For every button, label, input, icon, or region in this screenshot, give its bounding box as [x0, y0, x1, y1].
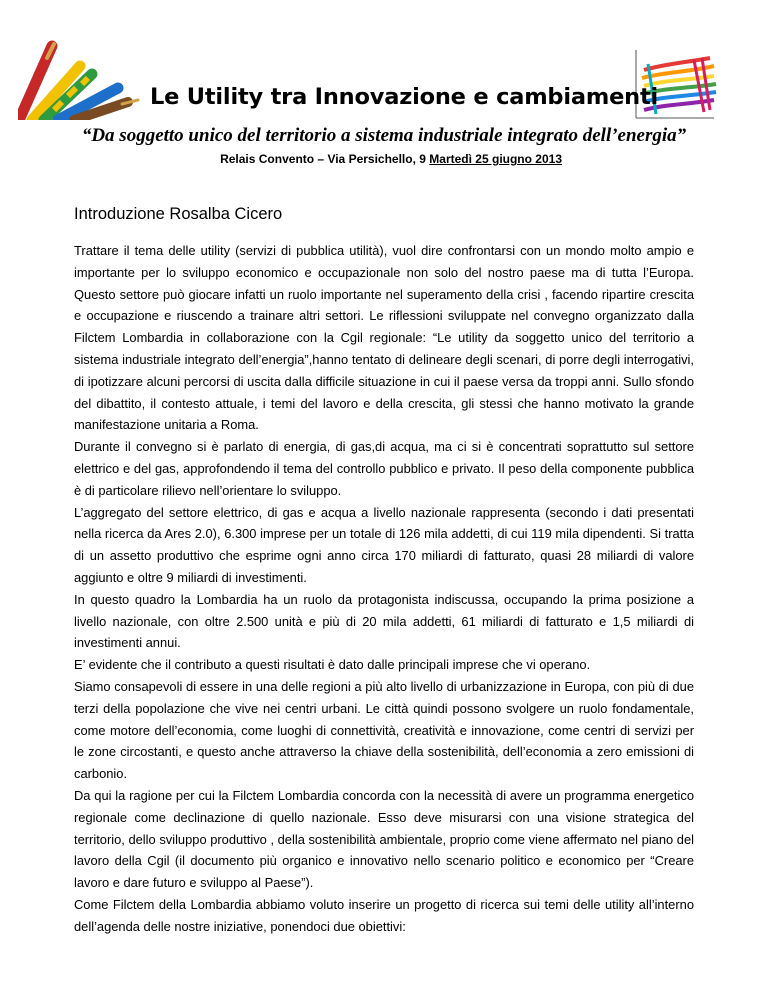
body-text	[74, 240, 694, 938]
paragraph: Durante il convegno si è parlato di energia, di gas,di acqua, ma ci si è concentrati soprattutto sul settore elettrico e del gas, approfondendo il tema del controllo pubblico e privato. Il peso della componente pubblica è di particolare rilievo nell’orientare lo sviluppo.	[74, 439, 694, 498]
event-venue-line	[0, 152, 708, 166]
event-date: Martedì 25 giugno 2013	[429, 152, 562, 166]
document-subtitle: “Da soggetto unico del territorio a sistema industriale integrato dell’energia”	[81, 125, 687, 146]
paragraph: Siamo consapevoli di essere in una delle regioni a più alto livello di urbanizzazione in Europa, con più di due terzi della popolazione che vive nei centri urbani. Le città quindi possono svolgere un ruolo fondamentale, come motore dell’economia, come luoghi di connettività, creatività e innovazione, come centri di servizi per le zone circostanti, e questo anche attraverso la chiave della sostenibilità, dell’economia a zero emissioni di carbonio.	[74, 678, 694, 782]
paragraph: In questo quadro la Lombardia ha un ruolo da protagonista indiscussa, occupando la prima posizione a livello nazionale, con oltre 2.500 unità e più di 20 mila addetti, 61 miliardi di fatturato e 1,5 miliardi di investimenti annui.	[74, 591, 694, 651]
paragraph: Da qui la ragione per cui la Filctem Lombardia concorda con la necessità di avere un programma energetico regionale come declinazione di quello nazionale. Esso deve misurarsi con una visione strategica del territorio, dello sviluppo produttivo , della sostenibilità ambientale, proprio come viene affermato nel piano del lavoro della Cgil (il documento più organico e innovativo nello scenario politico e economico per “Creare lavoro e dare futuro e sviluppo al Paese”).	[74, 787, 694, 891]
paragraph: Trattare il tema delle utility (servizi di pubblica utilità), vuol dire confrontarsi con un mondo molto ampio e importante per lo sviluppo economico e occupazionale non solo del nostro paese ma di tutta l’Europa. Questo settore può giocare infatti un ruolo importante nel superamento della crisi , facendo ripartire crescita e occupazione e riuscendo a trainare altri settori. Le riflessioni sviluppate nel convegno organizzato dalla Filctem Lombardia in collaborazione con la Cgil regionale: “Le utility da soggetto unico del territorio a sistema industriale integrato dell’energia”,hanno tentato di delineare degli scenari, di porre degli interrogativi, di ipotizzare alcuni percorsi di uscita dalla difficile situazione in cui il paese versa da troppi anni. Sullo sfondo del dibattito, il contesto attuale, i temi del lavoro e della crescita, gli stessi che hanno motivato la grande manifestazione unitaria a Roma.	[74, 243, 694, 433]
paragraph: E’ evidente che il contributo a questi risultati è dato dalle principali imprese che vi operano.	[74, 657, 591, 673]
document-title: Le Utility tra Innovazione e cambiamenti	[149, 84, 659, 110]
paragraph: Come Filctem della Lombardia abbiamo voluto inserire un progetto di ricerca sui temi delle utility all’interno dell’agenda delle nostre iniziative, ponendoci due obiettivi:	[74, 896, 694, 934]
paragraph: L’aggregato del settore elettrico, di gas e acqua a livello nazionale rappresenta (secondo i dati presentati nella ricerca da Ares 2.0), 6.300 imprese per un totale di 126 mila addetti, di cui 119 mila dipendenti. Si tratta di un assetto produttivo che esprime ogni anno circa 170 miliardi di fatturato, quasi 28 miliardi di valore aggiunto e oltre 9 miliardi di investimenti.	[74, 504, 694, 585]
section-heading: Introduzione Rosalba Cicero	[74, 205, 283, 223]
event-venue: Relais Convento – Via Persichello, 9	[220, 152, 426, 166]
